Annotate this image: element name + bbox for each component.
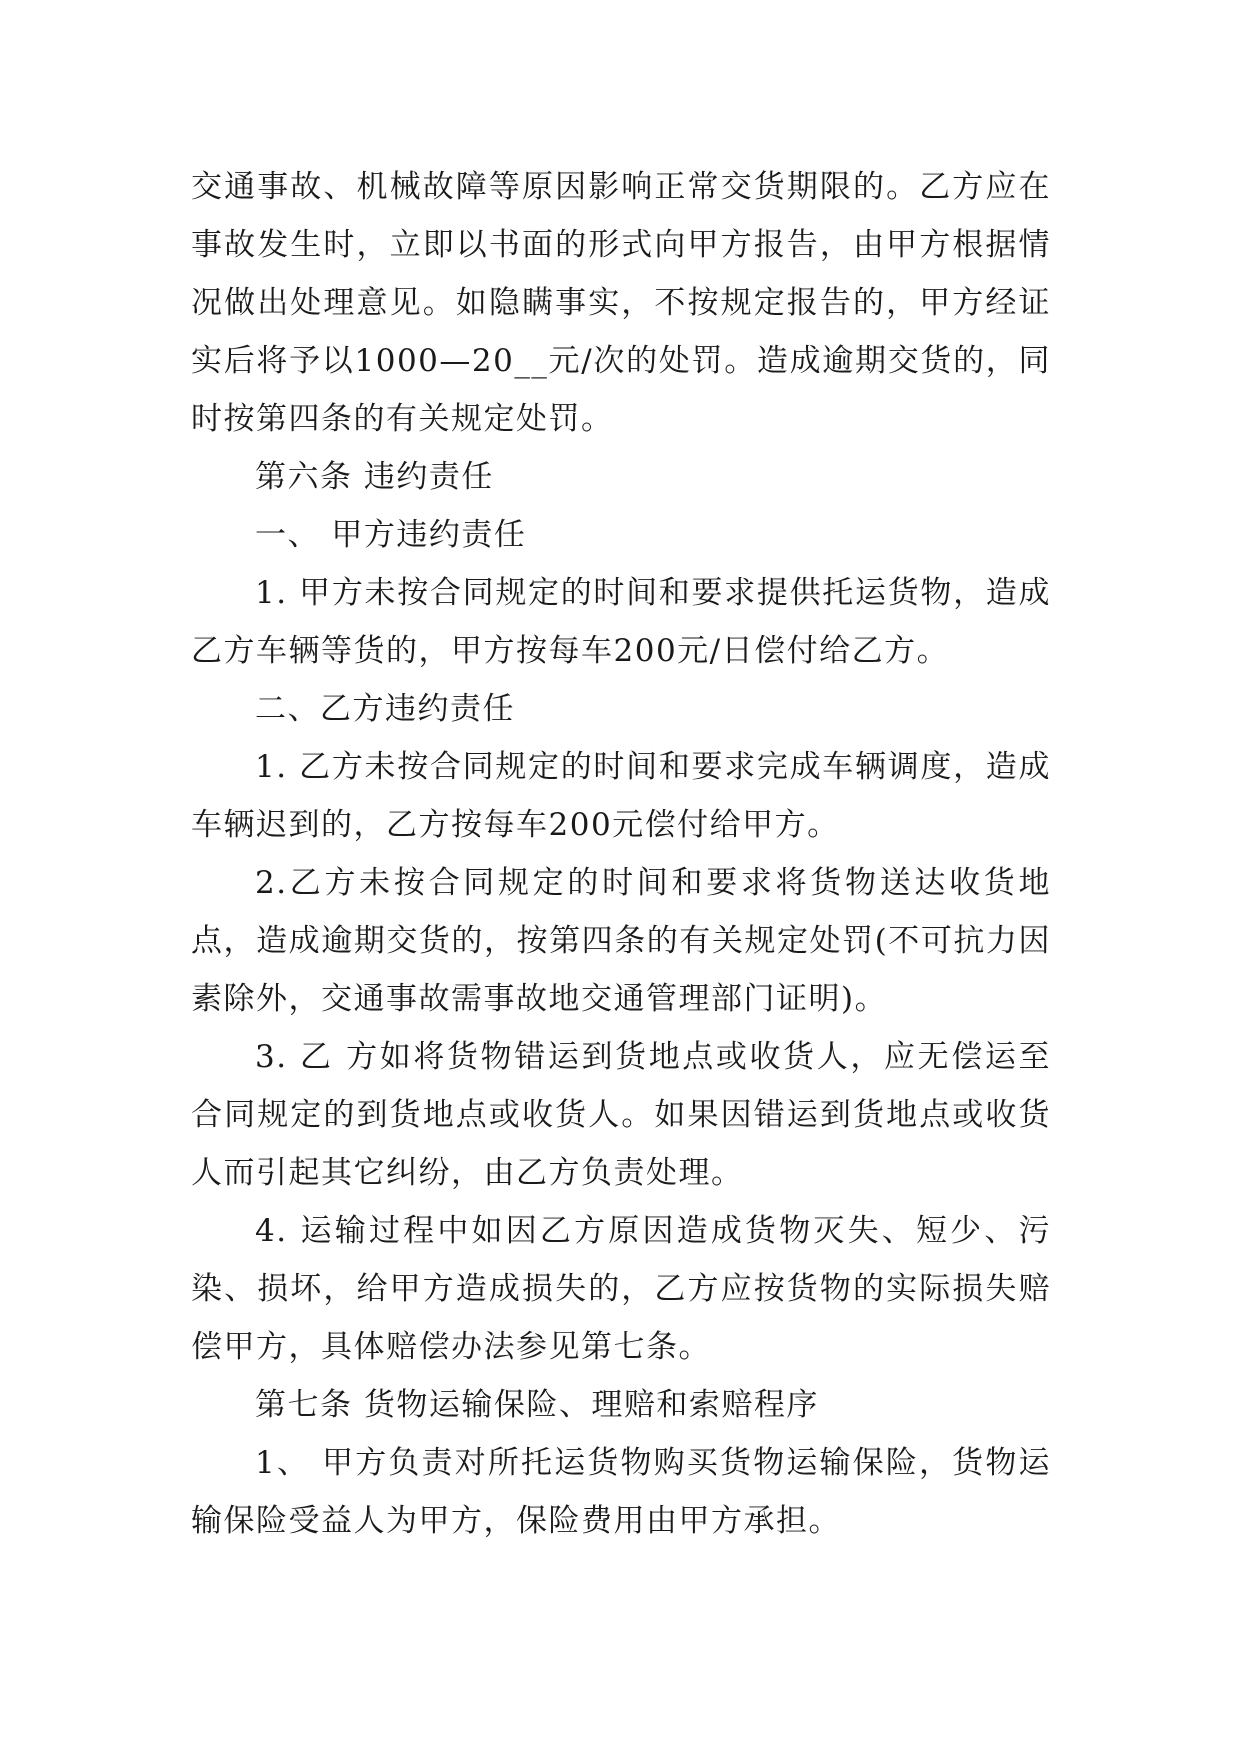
article-7-clause-1: 1、 甲方负责对所托运货物购买货物运输保险，货物运输保险受益人为甲方，保险费用由甲方承担。: [191, 1445, 1051, 1539]
party-b-clause-4: 4. 运输过程中如因乙方原因造成货物灭失、短少、污染、损坏，给甲方造成损失的，乙方应按货物的实际损失赔偿甲方，具体赔偿办法参见第七条。: [191, 1213, 1051, 1365]
paragraph-continuation: 交通事故、机械故障等原因影响正常交货期限的。乙方应在事故发生时，立即以书面的形式向甲方报告，由甲方根据情况做出处理意见。如隐瞒事实，不按规定报告的，甲方经证实后将予以1000—20__元/次的处罚。造成逾期交货的，同时按第四条的有关规定处罚。: [191, 169, 1051, 437]
article-7-heading: 第七条 货物运输保险、理赔和索赔程序: [255, 1387, 819, 1423]
section-party-a-heading: 一、 甲方违约责任: [255, 517, 527, 553]
party-b-clause-2: 2.乙方未按合同规定的时间和要求将货物送达收货地点，造成逾期交货的，按第四条的有关规定处罚(不可抗力因素除外，交通事故需事故地交通管理部门证明)。: [191, 865, 1051, 1017]
party-a-clause-1: 1. 甲方未按合同规定的时间和要求提供托运货物，造成乙方车辆等货的，甲方按每车200元/日偿付给乙方。: [191, 575, 1051, 669]
article-6-heading: 第六条 违约责任: [255, 459, 494, 495]
document-body: [191, 158, 1051, 1550]
party-b-clause-3: 3. 乙 方如将货物错运到货地点或收货人，应无偿运至合同规定的到货地点或收货人。如果因错运到货地点或收货人而引起其它纠纷，由乙方负责处理。: [191, 1039, 1051, 1191]
party-b-clause-1: 1. 乙方未按合同规定的时间和要求完成车辆调度，造成车辆迟到的，乙方按每车200元偿付给甲方。: [191, 749, 1051, 843]
section-party-b-heading: 二、乙方违约责任: [255, 691, 515, 727]
